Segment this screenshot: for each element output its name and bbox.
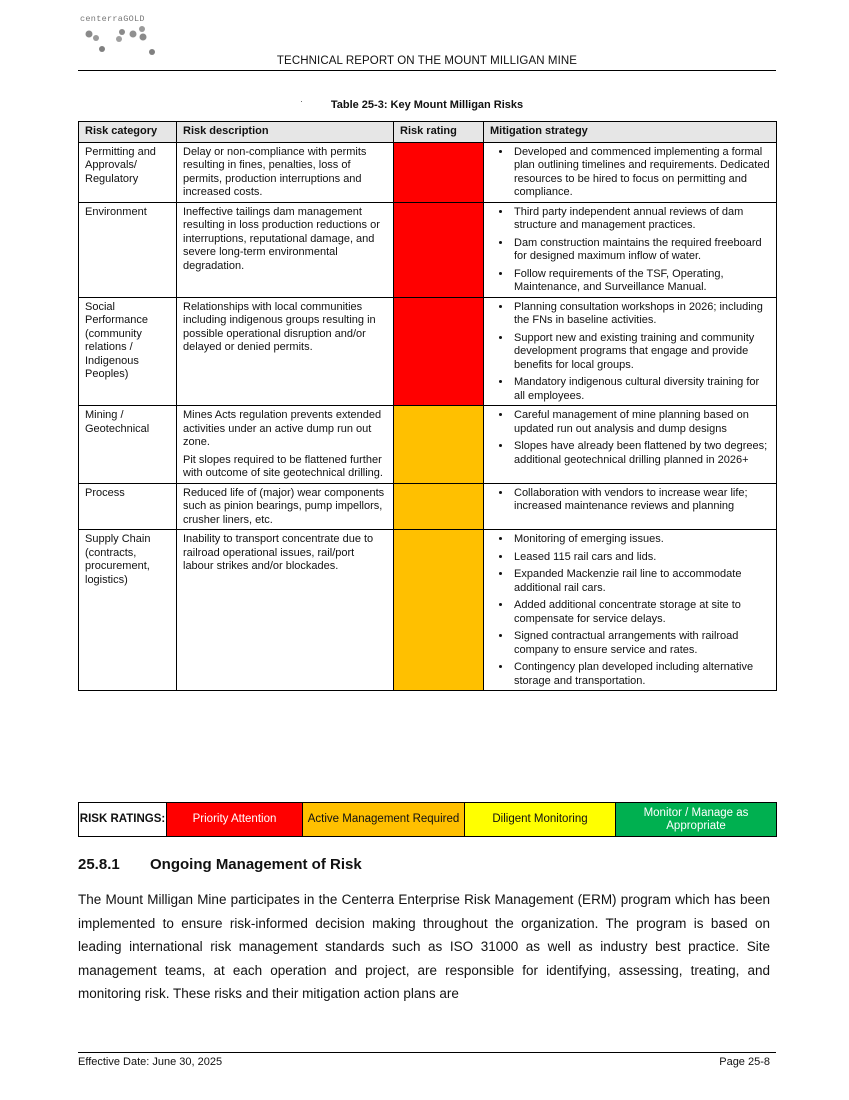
- table-row: [79, 530, 777, 691]
- effective-date: Effective Date: June 30, 2025: [78, 1056, 223, 1068]
- legend-diligent-monitoring: Diligent Monitoring: [465, 803, 616, 836]
- mitigation-list: [490, 206, 770, 295]
- risk-category-cell: Social Performance (community relations / Indigenous Peoples): [79, 297, 177, 406]
- mitigation-item: • Planning consultation workshops in 2026; including the FNs in baseline activities.: [512, 301, 770, 328]
- column-header-risk-category: Risk category: [79, 122, 177, 143]
- risk-category-cell: Supply Chain (contracts, procurement, logistics): [79, 530, 177, 691]
- risk-description-text: Delay or non-compliance with permits resulting in fines, penalties, loss of permits, production interruptions and increased costs.: [183, 145, 367, 198]
- risk-description-text: Relationships with local communities including indigenous groups resulting in possible operational disruption and/or delayed or denied permits.: [183, 300, 376, 353]
- page-number: Page 25-8: [719, 1056, 770, 1068]
- risk-description-text: Ineffective tailings dam management resulting in loss production reductions or interruptions, reputational damage, and severe long-term environmental degradation.: [183, 205, 380, 272]
- legend-label: RISK RATINGS:: [79, 803, 167, 836]
- logo-wordmark: centerraGOLD: [80, 14, 145, 24]
- mitigation-item: • Follow requirements of the TSF, Operating, Maintenance, and Surveillance Manual.: [512, 268, 770, 295]
- mitigation-item: • Support new and existing training and community development programs that engage and provide benefits for local groups.: [512, 332, 770, 373]
- table-row: [79, 406, 777, 484]
- table-caption: Table 25-3: Key Mount Milligan Risks: [330, 99, 524, 111]
- mitigation-item: • Signed contractual arrangements with railroad company to ensure service and rates.: [512, 630, 770, 657]
- table-row: [79, 202, 777, 297]
- risk-ratings-legend: [78, 802, 777, 837]
- column-header-mitigation-strategy: Mitigation strategy: [484, 122, 777, 143]
- mitigation-item: • Leased 115 rail cars and lids.: [512, 551, 770, 565]
- mitigation-strategy-cell: [484, 297, 777, 406]
- table-row: [79, 297, 777, 406]
- mitigation-strategy-cell: [484, 483, 777, 530]
- mitigation-item: • Third party independent annual reviews of dam structure and management practices.: [512, 206, 770, 233]
- stray-mark: ·: [300, 96, 303, 106]
- risk-description-cell: [177, 530, 394, 691]
- risk-rating-cell: [394, 202, 484, 297]
- legend-active-management: Active Management Required: [303, 803, 465, 836]
- risk-description-cell: [177, 297, 394, 406]
- mitigation-strategy-cell: [484, 202, 777, 297]
- report-title: TECHNICAL REPORT ON THE MOUNT MILLIGAN MINE: [276, 55, 578, 67]
- risk-rating-cell: [394, 297, 484, 406]
- mitigation-list: [490, 301, 770, 404]
- risk-description-text: Pit slopes required to be flattened further with outcome of site geotechnical drilling.: [183, 453, 383, 479]
- mitigation-item: • Contingency plan developed including alternative storage and transportation.: [512, 661, 770, 688]
- mitigation-list: [490, 409, 770, 467]
- footer-divider: [78, 1052, 776, 1053]
- key-risks-table: [78, 121, 777, 691]
- mitigation-item: • Slopes have already been flattened by two degrees; additional geotechnical drilling planned in 2026+: [512, 440, 770, 467]
- column-header-risk-rating: Risk rating: [394, 122, 484, 143]
- risk-rating-cell: [394, 483, 484, 530]
- risk-description-cell: [177, 202, 394, 297]
- section-heading: [78, 856, 362, 873]
- risk-rating-cell: [394, 406, 484, 484]
- mitigation-item: • Collaboration with vendors to increase wear life; increased maintenance reviews and planning: [512, 487, 770, 514]
- mitigation-item: • Dam construction maintains the required freeboard for designed maximum inflow of water.: [512, 237, 770, 264]
- risk-category-cell: Permitting and Approvals/ Regulatory: [79, 142, 177, 202]
- table-row: [79, 142, 777, 202]
- risk-category-cell: Process: [79, 483, 177, 530]
- mitigation-strategy-cell: [484, 142, 777, 202]
- mitigation-item: • Expanded Mackenzie rail line to accommodate additional rail cars.: [512, 568, 770, 595]
- risk-description-cell: [177, 483, 394, 530]
- table-body: [79, 142, 777, 691]
- table-header-row: [79, 122, 777, 143]
- mitigation-list: [490, 146, 770, 200]
- mitigation-item: • Developed and commenced implementing a formal plan outlining timelines and requirements. Dedicated resources to be hired to focus on permitting and compliance.: [512, 146, 770, 200]
- risk-description-cell: [177, 406, 394, 484]
- mitigation-strategy-cell: [484, 406, 777, 484]
- mitigation-list: [490, 487, 770, 514]
- section-number: 25.8.1: [78, 856, 120, 873]
- legend-monitor-manage: Monitor / Manage as Appropriate: [616, 803, 776, 836]
- column-header-risk-description: Risk description: [177, 122, 394, 143]
- risk-rating-cell: [394, 142, 484, 202]
- mitigation-item: • Added additional concentrate storage at site to compensate for service delays.: [512, 599, 770, 626]
- risk-category-cell: Mining / Geotechnical: [79, 406, 177, 484]
- risk-category-cell: Environment: [79, 202, 177, 297]
- mitigation-item: • Careful management of mine planning based on updated run out analysis and dump designs: [512, 409, 770, 436]
- risk-description-text: Mines Acts regulation prevents extended activities under an active dump run out zone.: [183, 409, 382, 448]
- risk-description-text: Reduced life of (major) wear components such as pinion bearings, pump impellors, crusher liners, etc.: [183, 486, 385, 526]
- mitigation-item: • Mandatory indigenous cultural diversity training for all employees.: [512, 376, 770, 403]
- mitigation-strategy-cell: [484, 530, 777, 691]
- mitigation-list: [490, 533, 770, 688]
- mitigation-item: • Monitoring of emerging issues.: [512, 533, 770, 547]
- section-title: Ongoing Management of Risk: [150, 856, 362, 873]
- header-divider: [78, 70, 776, 71]
- legend-priority-attention: Priority Attention: [167, 803, 303, 836]
- table-row: [79, 483, 777, 530]
- risk-rating-cell: [394, 530, 484, 691]
- risk-description-text: Inability to transport concentrate due to railroad operational issues, rail/port labour strikes and/or blockades.: [183, 533, 374, 572]
- section-body-paragraph: The Mount Milligan Mine participates in the Centerra Enterprise Risk Management (ERM) program which has been implemented to ensure risk-informed decision making throughout the organization. The program is based on leading international risk management standards such as ISO 31000 as well as industry best practice. Site management teams, at each operation and project, are responsible for identifying, assessing, treating, and monitoring risk. These risks and their mitigation action plans are: [78, 892, 770, 1001]
- risk-description-cell: [177, 142, 394, 202]
